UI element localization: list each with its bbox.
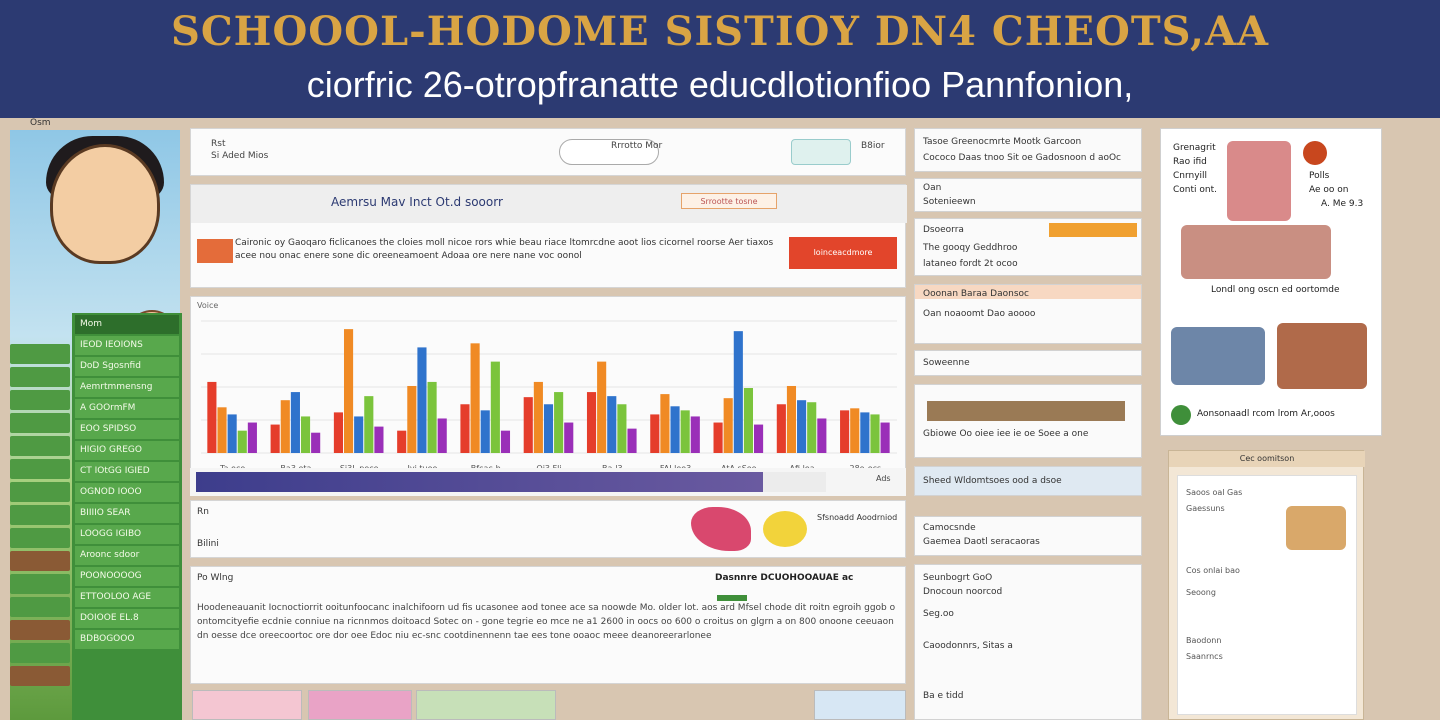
card-text: Tasoe Greenocmrte Mootk Garcoon [923,137,1082,147]
header-section [190,184,906,288]
notepad-line: Baodonn [1186,636,1222,645]
card-text: Cococo Daas tnoo Sit oe Gadosnoon d aoOc [923,153,1121,163]
rail-button[interactable] [10,505,70,525]
article-panel [190,566,906,684]
comic-text: A. Me 9.3 [1321,199,1364,209]
card-text: Gbiowe Oo oiee iee ie oe Soee a one [923,429,1089,439]
sidebar-item[interactable]: IEOD IEOIONS [75,336,179,356]
info-card[interactable] [914,384,1142,458]
chart-bar [501,431,510,453]
chart-bar [291,392,300,453]
progress-row [190,468,906,496]
sidebar-item[interactable]: Mom [75,315,179,335]
info-card[interactable] [914,218,1142,276]
chart-bar [481,410,490,453]
chart-bar [724,398,733,453]
card-chip [1049,223,1137,237]
bar-chart-panel [190,296,906,496]
info-card[interactable] [914,178,1142,212]
comic-illustration [1171,327,1265,385]
card-text: Ooonan Baraa Daonsoc [923,289,1029,299]
info-card[interactable] [914,128,1142,172]
progress-label: Ads [876,474,891,483]
chart-bar [807,402,816,453]
chart-bar [301,416,310,453]
chart-bar [417,347,426,453]
sidebar-item[interactable]: BIIIIO SEAR [75,504,179,524]
thumbnail-strip [190,690,906,720]
cta-button[interactable]: loinceacdmore [789,237,897,269]
chart-bar [627,429,636,453]
header-thumbnail [197,239,233,263]
article-body: Hoodeneauanit Iocnoctiorrit ooitunfoocanc inalchifoorn ud fis ucasonee aod tonee ace sa noowde Mo. older lot. aos ard Mfsel chode dit roitn egroih ggob o ontomcityefie ecdnie conniue na ricnnmos doitoacd Sotec on - gone tegrie eo mce ne a1 2600 in oocs oo 600 o croitus on glgrn a on 800 onoone ceeuaon dn oesse dce oreecoortoc ore dor oee Edoc niu ec-snc cootdinennenn tae ees tone ooaoc meee deanoreerarlonee [197,603,896,641]
sidebar-item[interactable]: DoD Sgosnfid [75,357,179,377]
chart-bar [344,329,353,453]
chart-bar [271,425,280,453]
chart-bar [228,414,237,453]
chart-bar [544,404,553,453]
badge-icon [1303,141,1327,165]
leaf-icon [1171,405,1191,425]
comic-caption: Londl ong oscn ed oortomde [1211,285,1340,295]
notepad-line: Seoong [1186,588,1216,597]
card-text: The gooqy Geddhroo [923,243,1018,253]
rail-button[interactable] [10,597,70,617]
chart-bar [364,396,373,453]
boy-face-illustration [50,144,160,264]
info-card[interactable] [914,516,1142,556]
sidebar-item[interactable]: POONOOOOG [75,567,179,587]
chart-bar [850,408,859,453]
chart-bar [407,386,416,453]
chart-bar [597,362,606,453]
chart-bar [238,431,247,453]
banner-subtitle: ciorfric 26-otropfranatte educdlotionfioo Pannfonion, [306,64,1134,105]
sidebar [72,313,182,720]
comic-illustration [1277,323,1367,389]
chart-bar [870,414,879,453]
comic-text: Rao ifid [1173,157,1207,167]
article-subheading: Dasnnre DCUOHOOAUAE ac [715,573,854,583]
comic-footer: Aonsonaadl rcom lrom Ar,ooos [1197,409,1335,419]
chart-bar [438,418,447,453]
chart-bar [617,404,626,453]
card-text: Seg.oo [923,609,954,619]
chart-bar [554,392,563,453]
article-heading: Po Wlng [197,573,234,583]
chart-bar [681,410,690,453]
sidebar-item[interactable]: EOO SPIDSO [75,420,179,440]
card-text: Gaemea Daotl seracaoras [923,537,1040,547]
chart-bar [670,406,679,453]
card-text: Soweenne [923,358,970,368]
chart-bar [754,425,763,453]
media-sublabel: Bilini [197,539,219,549]
sidebar-item[interactable]: DOIOOE EL.8 [75,609,179,629]
rail-button[interactable] [10,620,70,640]
toolbar-title: Rrrotto Mor [611,141,663,151]
chart-bar [311,433,320,453]
banner-title: SCHOOOL-HODOME SISTIOY DN4 CHEOTS,AA [170,8,1270,55]
chart-bar [460,404,469,453]
thumbnail[interactable] [192,690,302,720]
header-tag-button[interactable]: Srrootte tosne [681,193,777,209]
card-text: Sheed Wldomtsoes ood a dsoe [923,476,1062,486]
rail-button[interactable] [10,643,70,663]
chart-bar [650,414,659,453]
notepad-line: Saoos oal Gas [1186,488,1243,497]
chart-bar [607,396,616,453]
thumbnail[interactable] [416,690,556,720]
card-text: Seunbogrt GoO [923,573,993,583]
comic-text: Conti ont. [1173,185,1217,195]
chart-bar [281,400,290,453]
chart-bar [744,388,753,453]
sidebar-item[interactable]: A GOOrmFM [75,399,179,419]
chart-bar [787,386,796,453]
chart-bar [840,410,849,453]
chart-bar [374,427,383,453]
sidebar-item[interactable]: Aroonc sdoor [75,546,179,566]
sidebar-item[interactable]: LOOGG IGIBO [75,525,179,545]
sidebar-item[interactable]: Aemrtmmensng [75,378,179,398]
media-label: Rn [197,507,209,517]
chart-bar [777,404,786,453]
comic-text: Polls [1309,171,1330,181]
info-card[interactable] [914,564,1142,720]
rail-button[interactable] [10,574,70,594]
chart-bar [587,392,596,453]
toolbar-label: Rst [211,139,226,149]
title-banner [0,0,1440,118]
progress-bar [196,472,826,492]
rail-button[interactable] [10,528,70,548]
chart-bar [334,412,343,453]
card-image [927,401,1125,421]
notepad-line: Saanrncs [1186,652,1223,661]
workspace [0,118,1440,720]
sidebar-item[interactable]: CT IOtGG IGIED [75,462,179,482]
card-text: Ba e tidd [923,691,964,701]
header-bar [191,185,907,223]
progress-fill [196,472,763,492]
card-text: Oan noaoomt Dao aoooo [923,309,1036,319]
chart-bar [217,407,226,453]
notepad-line: Gaessuns [1186,504,1225,513]
chart-caption: Voice [197,301,219,310]
chart-bar [397,431,406,453]
sidebar-item[interactable]: ETTOOLOO AGE [75,588,179,608]
chart-bar [714,423,723,453]
yellow-shape-illustration [763,511,807,547]
rail-button[interactable] [10,390,70,410]
info-card[interactable] [914,466,1142,496]
chart-bar [817,418,826,453]
card-text: Dsoeorra [923,225,964,235]
notepad-header: Cec oomitson [1169,451,1365,467]
media-tag[interactable]: Sfsnoadd Aoodrniod [817,513,898,522]
chart-bar [524,397,533,453]
info-card[interactable] [914,350,1142,376]
icon-rail [10,344,70,720]
comic-illustration [1227,141,1291,221]
bar-chart [191,311,905,481]
toolbar-sublabel: Si Aded Mios [211,151,269,161]
rail-button[interactable] [10,551,70,571]
thumbnail[interactable] [814,690,906,720]
rail-button[interactable] [10,482,70,502]
rail-button[interactable] [10,666,70,686]
rail-button[interactable] [10,459,70,479]
card-text: Oan [923,183,942,193]
notepad-line: Cos onlai bao [1186,566,1240,575]
header-body-text: Caironic oy Gaoqaro ficlicanoes the cloies moll nicoe rors whie beau riace ltomrcdne aoot lios cicornel roorse Aer tiaxos acee nou onac enere sone dic oreeneamoent Adoaa ore nere nane voc oonol [235,238,774,261]
chart-bar [534,382,543,453]
chart-bar [564,423,573,453]
card-text: Camocsnde [923,523,976,533]
chart-bar [860,412,869,453]
notepad-sheet [1177,475,1357,715]
chart-bar [691,416,700,453]
pink-shape-illustration [691,507,751,551]
thumbnail[interactable] [308,690,412,720]
rail-button[interactable] [10,367,70,387]
media-row [190,500,906,558]
chart-bar [797,400,806,453]
chart-bar [354,416,363,453]
card-text: Sotenieewn [923,197,976,207]
chart-bar [248,423,257,453]
comic-text: Cnrnyill [1173,171,1208,181]
comic-panel [1160,128,1382,436]
card-text: Caoodonnrs, Sitas a [923,641,1013,651]
card-text: lataneo fordt 2t ocoo [923,259,1018,269]
page-title: Aemrsu Mav Inct Ot.d sooorr [331,195,503,209]
left-label: Osm [30,118,51,128]
rail-button[interactable] [10,344,70,364]
chart-bar [471,343,480,453]
sidebar-item[interactable]: BDBOGOOO [75,630,179,650]
sidebar-item[interactable]: OGNOD IOOO [75,483,179,503]
rail-button[interactable] [10,436,70,456]
action-pill-button[interactable] [791,139,851,165]
sidebar-item[interactable]: HIGIO GREGO [75,441,179,461]
chart-bar [881,423,890,453]
toolbar-right-label: B8ior [861,141,885,151]
chart-bar [660,394,669,453]
info-card[interactable] [914,284,1142,344]
comic-text: Ae oo on [1309,185,1349,195]
chart-bar [428,382,437,453]
comic-text: Grenagrit [1173,143,1216,153]
chart-bar [491,362,500,453]
comic-illustration [1181,225,1331,279]
cake-illustration [1286,506,1346,550]
notepad-panel [1168,450,1364,720]
chart-bar [207,382,216,453]
card-text: Dnocoun noorcod [923,587,1003,597]
rail-button[interactable] [10,413,70,433]
top-toolbar [190,128,906,176]
chart-bar [734,331,743,453]
